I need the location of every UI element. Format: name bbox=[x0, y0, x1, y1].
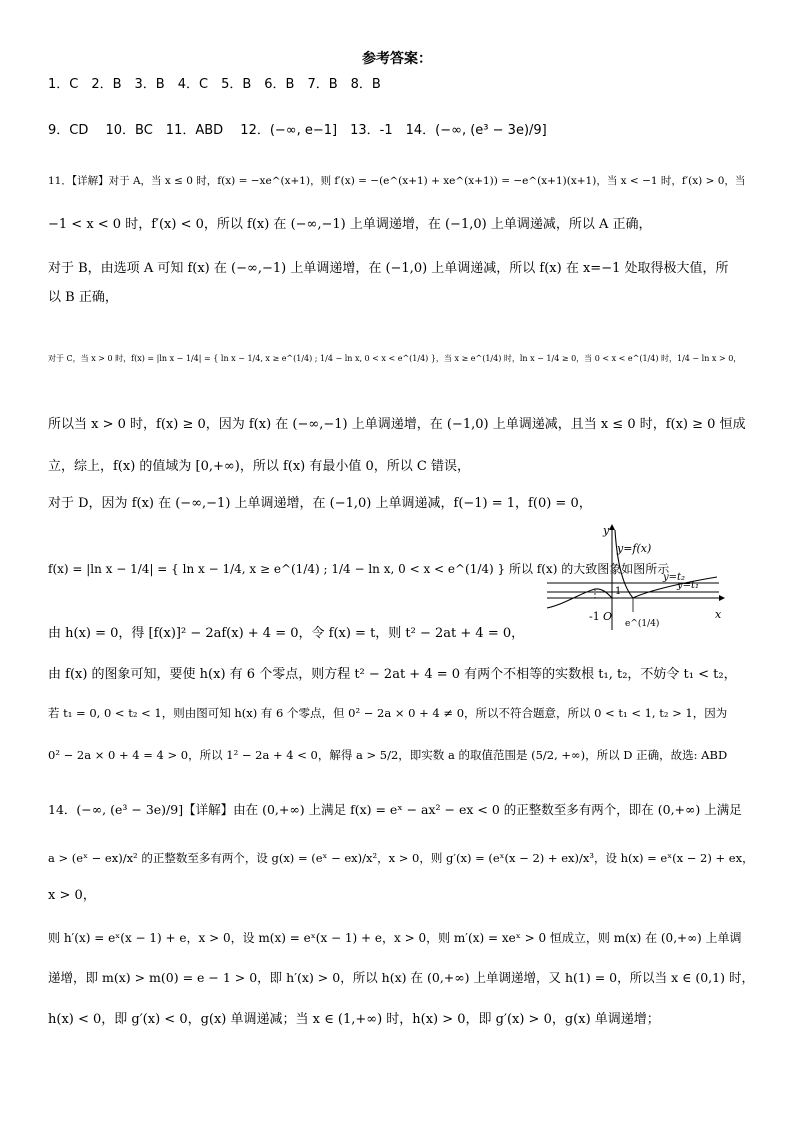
solution-line-16: x > 0， bbox=[48, 888, 96, 903]
answers-row-1: 1．C 2．B 3．B 4．C 5．B 6．B 7．B 8．B bbox=[48, 77, 381, 92]
curve-label: y=f(x) bbox=[617, 542, 652, 555]
solution-line-1: 11．【详解】对于 A，当 x ≤ 0 时，f(x) = −xe^(x+1)，则 f′(x) = −(e^(x+1) + xe^(x+1)) = −e^(x+1)(x+1)，当 x < −1 时，f′(x) > 0，当 bbox=[48, 175, 746, 187]
tick-label: e^(1/4) bbox=[625, 619, 660, 629]
one-label: 1 bbox=[615, 586, 622, 597]
solution-line-4: 以 B 正确， bbox=[48, 290, 118, 305]
origin-label: O bbox=[603, 610, 613, 623]
solution-line-7: 立，综上，f(x) 的值域为 [0,+∞)，所以 f(x) 有最小值 0，所以 C 错误， bbox=[48, 459, 470, 474]
solution-line-3: 对于 B，由选项 A 可知 f(x) 在 (−∞,−1) 上单调递增，在 (−1,0) 上单调递减，所以 f(x) 在 x=−1 处取得极大值，所 bbox=[48, 261, 729, 276]
x-axis-arrow bbox=[719, 595, 725, 601]
solution-line-11: 由 f(x) 的图象可知，要使 h(x) 有 6 个零点，则方程 t² − 2at + 4 = 0 有两个不相等的实数根 t₁, t₂，不妨令 t₁ < t₂， bbox=[48, 667, 737, 682]
solution-line-10: 由 h(x) = 0，得 [f(x)]² − 2af(x) + 4 = 0，令 f(x) = t，则 t² − 2at + 4 = 0， bbox=[48, 626, 525, 641]
page-title: 参考答案： bbox=[362, 51, 432, 67]
solution-line-6: 所以当 x > 0 时，f(x) ≥ 0，因为 f(x) 在 (−∞,−1) 上单调递增，在 (−1,0) 上单调递减，且当 x ≤ 0 时，f(x) ≥ 0 恒成 bbox=[48, 417, 746, 432]
t2-label: y=t₂ bbox=[663, 572, 686, 583]
x-axis-label: x bbox=[715, 608, 722, 621]
solution-line-18: 递增，即 m(x) > m(0) = e − 1 > 0，即 h′(x) > 0，所以 h(x) 在 (0,+∞) 上单调递增，又 h(1) = 0，所以当 x ∈ (0,1) 时， bbox=[48, 970, 754, 985]
solution-line-8: 对于 D，因为 f(x) 在 (−∞,−1) 上单调递增，在 (−1,0) 上单调递减，f(−1) = 1，f(0) = 0， bbox=[48, 496, 592, 511]
solution-line-13: 0² − 2a × 0 + 4 = 4 > 0，所以 1² − 2a + 4 < 0，解得 a > 5/2，即实数 a 的取值范围是 (5/2, +∞)，所以 D 正确，故选: ABD bbox=[48, 748, 728, 762]
neg-one-label: -1 bbox=[589, 610, 600, 623]
y-axis-label: y bbox=[603, 524, 610, 537]
solution-line-2: −1 < x < 0 时，f′(x) < 0，所以 f(x) 在 (−∞,−1) 上单调递增，在 (−1,0) 上单调递减，所以 A 正确， bbox=[48, 217, 652, 232]
solution-line-14: 14．(−∞, (e³ − 3e)/9]【详解】由在 (0,+∞) 上满足 f(x) = eˣ − ax² − ex < 0 的正整数至多有两个，即在 (0,+∞) 上满足 bbox=[48, 802, 742, 817]
solution-line-5: 对于 C，当 x > 0 时，f(x) = |ln x − 1/4| = { ln x − 1/4, x ≥ e^(1/4) ; 1/4 − ln x, 0 < x < e^(1/4) }，当 x ≥ e^(1/4) 时，ln x − 1/4 ≥ 0，当 0 < x < e^(1/4) 时，1/4 − ln x > 0， bbox=[48, 354, 742, 363]
function-graph bbox=[545, 522, 725, 632]
y-axis-arrow bbox=[609, 524, 615, 530]
curve-right bbox=[615, 530, 717, 598]
solution-line-9: f(x) = |ln x − 1/4| = { ln x − 1/4, x ≥ e^(1/4) ; 1/4 − ln x, 0 < x < e^(1/4) } 所以 f(x) 的大致图象如图所示 bbox=[48, 562, 670, 576]
answers-row-2: 9．CD 10．BC 11．ABD 12．(−∞, e−1] 13．-1 14．(−∞, (e³ − 3e)/9] bbox=[48, 123, 547, 138]
solution-line-15: a > (eˣ − ex)/x² 的正整数至多有两个，设 g(x) = (eˣ − ex)/x²，x > 0，则 g′(x) = (eˣ(x − 2) + ex)/x³，设 h(x) = eˣ(x − 2) + ex， bbox=[48, 851, 754, 865]
solution-line-19: h(x) < 0，即 g′(x) < 0，g(x) 单调递减；当 x ∈ (1,+∞) 时，h(x) > 0，即 g′(x) > 0，g(x) 单调递增； bbox=[48, 1012, 660, 1027]
solution-line-12: 若 t₁ = 0, 0 < t₂ < 1，则由图可知 h(x) 有 6 个零点，但 0² − 2a × 0 + 4 ≠ 0，所以不符合题意，所以 0 < t₁ < 1, t₂ > 1，因为 bbox=[48, 706, 728, 720]
t1-label: y=t₁ bbox=[677, 580, 700, 591]
solution-line-17: 则 h′(x) = eˣ(x − 1) + e，x > 0，设 m(x) = eˣ(x − 1) + e，x > 0，则 m′(x) = xeˣ > 0 恒成立，则 m(x) 在 (0,+∞) 上单调 bbox=[48, 931, 742, 945]
